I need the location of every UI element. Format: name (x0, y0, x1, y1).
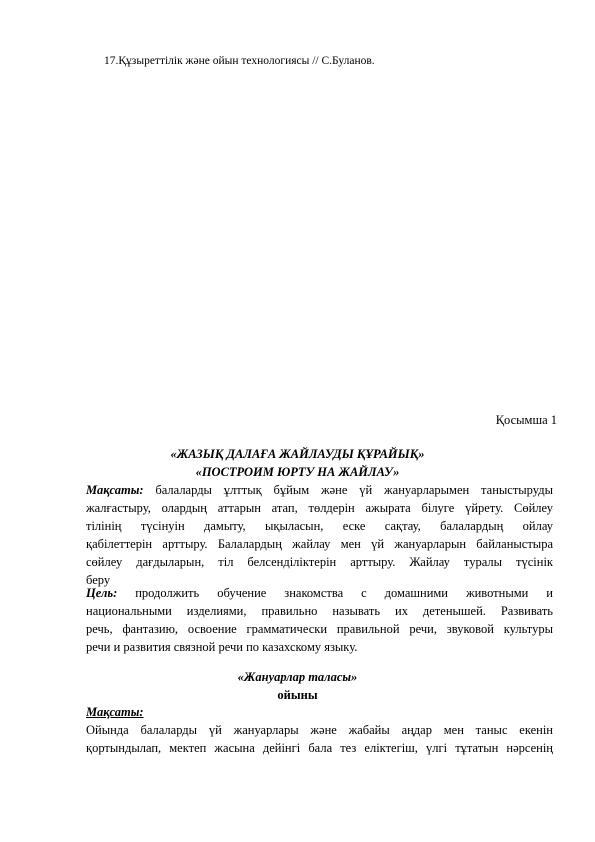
goal-label: Цель: (86, 586, 118, 600)
paragraph-line (86, 703, 553, 721)
line-text: продолжить обучение знакомства с домашними животными и (117, 586, 553, 600)
paragraph-line: жалғастыру, олардың аттарын атап, төлдерін ажырата білуге үйрету. Сөйлеу (86, 501, 553, 515)
game-subtitle: ойыны (277, 688, 318, 702)
paragraph-line: тілінің түсінуін дамыту, ықыласын, еске сақтау, балалардың ойлау (86, 519, 553, 533)
title-russian: «ПОСТРОИМ ЮРТУ НА ЖАЙЛАУ» (195, 465, 400, 479)
paragraph-line: қортындылап, мектеп жасына дейінгі бала тез еліктегіш, үлгі тұтатын нәрсенің (86, 741, 553, 755)
appendix-label: Қосымша 1 (495, 413, 557, 427)
goal-label: Мақсаты: (86, 483, 144, 497)
paragraph-line: речи и развития связной речи по казахскому языку. (86, 640, 358, 654)
paragraph-line: речь, фантазию, освоение грамматически правильной речи, звуковой культуры (86, 622, 553, 636)
paragraph-line: қабілеттерін арттыру. Балалардың жайлау мен үй жануарларын байланыстыра (86, 537, 553, 551)
goal-russian-paragraph (86, 584, 553, 656)
paragraph-line (86, 584, 553, 602)
paragraph-line (86, 481, 553, 499)
line-text: балаларды ұлттық бұйым және үй жануарларымен таныстыруды (143, 483, 553, 497)
goal-kazakh-paragraph (86, 481, 553, 589)
game-goal-paragraph (86, 703, 553, 757)
title-kazakh: «ЖАЗЫҚ ДАЛАҒА ЖАЙЛАУДЫ ҚҰРАЙЫҚ» (170, 447, 425, 461)
game-goal-label: Мақсаты: (86, 705, 144, 719)
game-title: «Жануарлар таласы» (237, 670, 358, 684)
paragraph-line: сөйлеу дағдыларын, тіл белсенділіктерін арттыру. Жайлау туралы түсінік (86, 555, 553, 569)
paragraph-line: национальными изделиями, правильно называть их детенышей. Развивать (86, 604, 553, 618)
reference-line: 17.Құзыреттілік және ойын технологиясы // С.Буланов. (104, 55, 375, 67)
paragraph-line: беру (86, 573, 111, 587)
paragraph-line: Ойында балаларды үй жануарлары және жабайы аңдар мен таныс екенін (86, 723, 553, 737)
